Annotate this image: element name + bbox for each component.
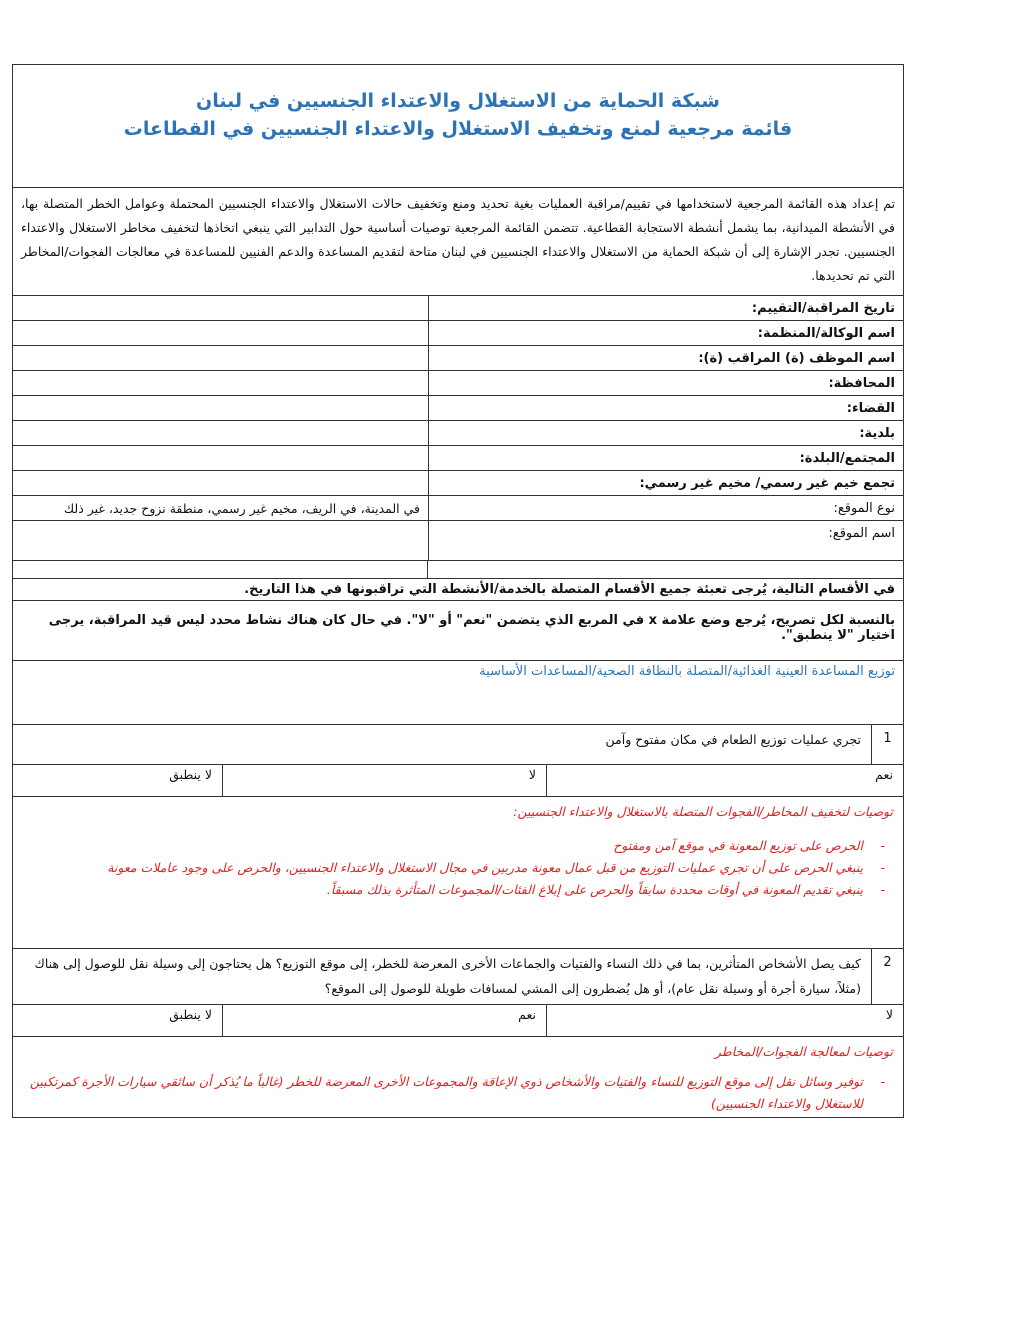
- intro-paragraph: تم إعداد هذه القائمة المرجعية لاستخدامها في تقييم/مراقبة العمليات بغية تحديد ومنع وتخفيف حالات الاستغلال والاعتداء الجنسيين المحتملة وعوامل الخطر المتصلة بها، في الأنشطة الميدانية، بما يشمل أنشطة الاستجابة القطاعية. تتضمن القائمة المرجعية توصيات أساسية حول التدابير التي ينبغي اتخاذها لتخفيف مخاطر الاستغلال والاعتداء الجنسيين. تجدر الإشارة إلى أن شبكة الحماية من الاستغلال والاعتداء الجنسيين في لبنان متاحة لتقديم المساعدة والدعم الفنيين للمساعدة في معالجات الفجوات/المخاطر التي تم تحديدها.: [13, 188, 903, 296]
- instruction-marking: بالنسبة لكل تصريح، يُرجع وضع علامة x في المربع الذي يتضمن "نعم" أو "لا". في حال كان هناك نشاط محدد ليس قيد المراقبة، يرجى اختيار "لا ينطبق".: [13, 601, 903, 661]
- question-text: كيف يصل الأشخاص المتأثرين، بما في ذلك النساء والفتيات والجماعات الأخرى المعرضة للخطر، إلى موقع التوزيع؟ هل يحتاجون إلى وسيلة نقل للوصول إلى هناك (مثلاً، سيارة أجرة أو وسيلة نقل عام)، أو هل يُضطرون إلى المشي لمسافات طويلة للوصول إلى الموقع؟: [34, 956, 861, 996]
- field-monitoring-date: [13, 296, 903, 321]
- checklist-title: قائمة مرجعية لمنع وتخفيف الاستغلال والاعتداء الجنسيين في القطاعات: [123, 118, 793, 140]
- section-title: توزيع المساعدة العينية الغذائية/المتصلة بالنظافة الصحية/المساعدات الأساسية: [13, 661, 903, 725]
- recommendation-item: - ينبغي الحرص على أن تجري عمليات التوزيع من قبل عمال معونة مدربين في مجال الاستغلال والاعتداء الجنسيين، والحرص على وجود عاملات معونة: [23, 857, 863, 879]
- field-municipality: [13, 421, 903, 446]
- field-label: تاريخ المراقبة/التقييم:: [428, 296, 903, 320]
- field-district: [13, 396, 903, 421]
- field-governorate: [13, 371, 903, 396]
- field-label: نوع الموقع:: [428, 496, 903, 520]
- answer-cell[interactable]: لا: [546, 1005, 903, 1036]
- field-label: اسم الموقع:: [428, 521, 903, 560]
- spacer-row: [13, 561, 903, 579]
- field-label: المجتمع/البلدة:: [428, 446, 903, 470]
- field-value[interactable]: [13, 321, 428, 345]
- answer-cell[interactable]: لا: [222, 765, 546, 796]
- answer-cell[interactable]: نعم: [546, 765, 903, 796]
- question-number: 1: [871, 725, 903, 764]
- network-title: شبكة الحماية من الاستغلال والاعتداء الجنسيين في لبنان: [196, 90, 720, 112]
- field-site-name: [13, 521, 903, 561]
- field-label: المحافظة:: [428, 371, 903, 395]
- checklist-document: [12, 64, 904, 1118]
- recommendations-box: [13, 797, 903, 949]
- question-number: 2: [871, 949, 903, 1004]
- field-community: [13, 446, 903, 471]
- field-label: القضاء:: [428, 396, 903, 420]
- question-text: تجري عمليات توزيع الطعام في مكان مفتوح وآمن: [605, 732, 861, 747]
- field-label: تجمع خيم غير رسمي/ مخيم غير رسمي:: [428, 471, 903, 495]
- recommendations-list: [23, 835, 893, 901]
- field-monitor-name: [13, 346, 903, 371]
- field-value[interactable]: [13, 371, 428, 395]
- field-label: اسم الموظف (ة) المراقب (ة):: [428, 346, 903, 370]
- recommendation-item: - ينبغي تقديم المعونة في أوقات محددة سابقاً والحرص على إبلاغ الفئات/المجموعات المتأثرة بذلك مسبقاً.: [23, 879, 863, 901]
- field-agency: [13, 321, 903, 346]
- question-row: [13, 725, 903, 765]
- recommendation-item: - توفير وسائل نقل إلى موقع التوزيع للنساء والفتيات والأشخاص ذوي الإعاقة والمجموعات الأخرى المعرضة للخطر (غالباً ما يُذكر أن سائقي سيارات الأجرة كمرتكبين للاستغلال والاعتداء الجنسيين): [23, 1071, 863, 1115]
- field-value[interactable]: [13, 471, 428, 495]
- field-label: بلدية:: [428, 421, 903, 445]
- field-value[interactable]: [13, 346, 428, 370]
- field-value[interactable]: في المدينة، في الريف، مخيم غير رسمي، منطقة نزوح جديد، غير ذلك: [63, 501, 420, 516]
- recommendations-list: [23, 1071, 893, 1115]
- field-site-type: [13, 496, 903, 521]
- answer-cell[interactable]: لا ينطبق: [169, 767, 212, 782]
- instruction-sections: في الأقسام التالية، يُرجى تعبئة جميع الأقسام المتصلة بالخدمة/الأنشطة التي تراقبونها في هذا التاريخ.: [13, 579, 903, 601]
- field-value[interactable]: [13, 396, 428, 420]
- field-label: اسم الوكالة/المنظمة:: [428, 321, 903, 345]
- field-value[interactable]: [13, 421, 428, 445]
- recommendations-title: توصيات لمعالجة الفجوات/المخاطر: [714, 1044, 893, 1059]
- recommendations-box: [13, 1037, 903, 1117]
- document-header: [13, 65, 903, 188]
- question-row: [13, 949, 903, 1005]
- field-value[interactable]: [13, 521, 428, 560]
- field-value[interactable]: [13, 446, 428, 470]
- recommendations-title: توصيات لتخفيف المخاطر/الفجوات المتصلة بالاستغلال والاعتداء الجنسيين:: [513, 804, 893, 819]
- answer-row: [13, 1005, 903, 1037]
- answer-cell[interactable]: لا ينطبق: [169, 1007, 212, 1022]
- recommendation-item: - الحرص على توزيع المعونة في موقع آمن ومفتوح: [23, 835, 863, 857]
- answer-cell[interactable]: نعم: [222, 1005, 546, 1036]
- answer-row: [13, 765, 903, 797]
- field-value[interactable]: [13, 296, 428, 320]
- field-informal-settlement: [13, 471, 903, 496]
